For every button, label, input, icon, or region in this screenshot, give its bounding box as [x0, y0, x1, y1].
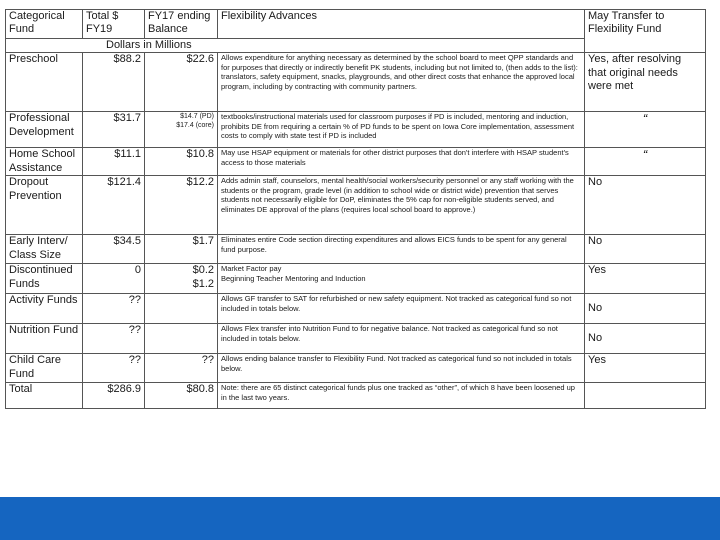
transfer-text: Yes — [585, 354, 706, 383]
total-row — [6, 383, 706, 409]
transfer-text: No — [585, 176, 706, 235]
table-row — [6, 176, 706, 235]
flex-text: Allows GF transfer to SAT for refurbished or new safety equipment. Not tracked as categorical fund so not included in totals below. — [218, 294, 585, 324]
fund-name: Dropout Prevention — [6, 176, 83, 235]
table-row — [6, 264, 706, 294]
fund-balance: $12.2 — [145, 176, 218, 235]
flex-text: Allows expenditure for anything necessary as determined by the school board to meet QPP standards and for purposes that directly or indirectly benefit PK students, including but not limited to, (then adds to the list): translators, safety equipment, snacks, playgrounds, and other direct costs that enhance the approved local program, including by contracting with community partners. — [218, 53, 585, 112]
fund-balance: $22.6 — [145, 53, 218, 112]
fund-name: Discontinued Funds — [6, 264, 83, 294]
fund-total: ?? — [83, 324, 145, 354]
categorical-fund-table — [5, 9, 706, 409]
flex-line: Beginning Teacher Mentoring and Induction — [221, 273, 366, 283]
flex-text: textbooks/instructional materials used for classroom purposes if PD is included, mentoring and induction, prohibits DE from requiring a certain % of PD funds to be spent on Iowa Core implementation, assessment costs to comply with state test if PD is included — [218, 112, 585, 148]
footer-bar — [0, 497, 720, 540]
flex-text: Note: there are 65 distinct categorical funds plus one tracked as “other”, of which 8 have been loosened up in the last two years. — [218, 383, 585, 409]
ditto-mark: “ — [585, 112, 706, 148]
balance-line: $1.2 — [192, 277, 214, 290]
fund-total: $286.9 — [83, 383, 145, 409]
table-row — [6, 53, 706, 112]
transfer-text: No — [585, 235, 706, 264]
flex-line: Market Factor pay — [221, 264, 282, 273]
fund-balance — [145, 324, 218, 354]
header-balance: FY17 ending Balance — [145, 10, 218, 39]
header-row — [6, 10, 706, 39]
transfer-text: No — [585, 294, 706, 324]
fund-total: $121.4 — [83, 176, 145, 235]
fund-balance: $1.7 — [145, 235, 218, 264]
fund-name: Home School Assistance — [6, 148, 83, 176]
table-row — [6, 112, 706, 148]
ditto-mark: “ — [585, 148, 706, 176]
table-row — [6, 235, 706, 264]
table-row — [6, 148, 706, 176]
fund-total: $34.5 — [83, 235, 145, 264]
fund-balance: $10.8 — [145, 148, 218, 176]
fund-balance: $80.8 — [145, 383, 218, 409]
transfer-text: No — [585, 324, 706, 354]
flex-text: Eliminates entire Code section directing expenditures and allows EICS funds to be spent for any general fund purpose. — [218, 235, 585, 264]
fund-balance — [145, 264, 218, 294]
fund-total: 0 — [83, 264, 145, 294]
fund-name: Activity Funds — [6, 294, 83, 324]
fund-total: $11.1 — [83, 148, 145, 176]
balance-line: $17.4 (core) — [176, 122, 214, 129]
fund-balance — [145, 112, 218, 148]
table-row — [6, 294, 706, 324]
fund-total: ?? — [83, 354, 145, 383]
balance-line: $0.2 — [192, 264, 214, 276]
flex-text: Allows ending balance transfer to Flexibility Fund. Not tracked as categorical fund so not included in totals below. — [218, 354, 585, 383]
flex-text — [218, 264, 585, 294]
fund-name: Professional Development — [6, 112, 83, 148]
table-row — [6, 324, 706, 354]
fund-total: $88.2 — [83, 53, 145, 112]
fund-total: ?? — [83, 294, 145, 324]
transfer-text: Yes — [585, 264, 706, 294]
header-flex: Flexibility Advances — [218, 10, 585, 39]
header-total: Total $ FY19 — [83, 10, 145, 39]
flex-text: May use HSAP equipment or materials for other district purposes that don't interfere with HSAP student's access to those materials — [218, 148, 585, 176]
table-row — [6, 354, 706, 383]
flex-text: Adds admin staff, counselors, mental health/social workers/security personnel or any staff working with the students or the program, grade level (in addition to school wide or district wide) prevention that serves students not necessarily eligible for DoP, eliminates the 5% cap for non-eligible students served, and eliminates DE approval of the plans (requires local school board to approve.) — [218, 176, 585, 235]
transfer-text — [585, 383, 706, 409]
header-fund: Categorical Fund — [6, 10, 83, 39]
fund-name: Preschool — [6, 53, 83, 112]
flex-text: Allows Flex transfer into Nutrition Fund to for negative balance. Not tracked as categorical fund so not included in totals below. — [218, 324, 585, 354]
balance-line: $14.7 (PD) — [180, 113, 214, 120]
fund-balance: ?? — [145, 354, 218, 383]
fund-name: Total — [6, 383, 83, 409]
fund-name: Child Care Fund — [6, 354, 83, 383]
fund-name: Early Interv/ Class Size — [6, 235, 83, 264]
units-label: Dollars in Millions — [6, 39, 585, 53]
fund-name: Nutrition Fund — [6, 324, 83, 354]
transfer-text: Yes, after resolving that original needs were met — [585, 53, 706, 112]
header-transfer: May Transfer to Flexibility Fund — [585, 10, 706, 53]
fund-balance — [145, 294, 218, 324]
fund-total: $31.7 — [83, 112, 145, 148]
